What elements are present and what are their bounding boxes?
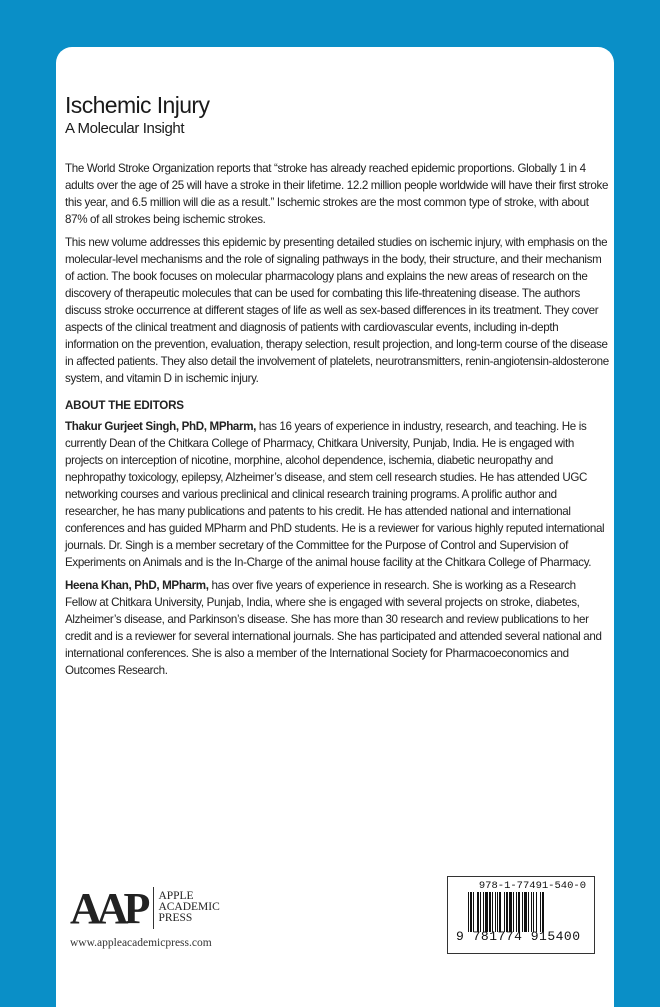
barcode-bar	[477, 892, 479, 932]
barcode-bar	[533, 892, 534, 932]
barcode-bar	[489, 892, 491, 932]
editor-bio-text: has over five years of experience in research. She is working as a Research Fellow at Chitkara University, Punjab, India, where she is engaged with several projects on stroke, diabetes, Alzheimer’s disease, and Parkinson’s disease. She has more than 30 research and review publications to her credit and is a reviewer for several international journals. She has participated and attended several national and international conferences. She is also a member of the International Society for Pharmacoeconomics and Outcomes Research.	[65, 579, 602, 677]
barcode-bar	[542, 892, 544, 932]
publisher-name	[158, 891, 219, 924]
isbn-barcode	[447, 876, 595, 954]
logo-divider	[153, 887, 154, 929]
barcode-bar	[522, 892, 523, 932]
barcode-bar	[516, 892, 517, 932]
barcode-bar	[497, 892, 498, 932]
barcode-bar	[499, 892, 501, 932]
barcode-bar	[506, 892, 508, 932]
barcode-bar	[492, 892, 493, 932]
barcode-bar	[531, 892, 532, 932]
barcode-bar	[536, 892, 537, 932]
barcode-bar	[518, 892, 520, 932]
barcode-bar	[513, 892, 514, 932]
barcode-bar	[524, 892, 527, 932]
isbn-number: 978-1-77491-540-0	[478, 880, 586, 892]
publisher-name-line: PRESS	[158, 912, 193, 924]
barcode-bar	[470, 892, 472, 932]
editor-bio-text: has 16 years of experience in industry, research, and teaching. He is currently Dean of the Chitkara College of Pharmacy, Chitkara University, Punjab, India. He is engaged with projects on interception of nicotine, morphine, alcohol dependence, ischemia, diabetic neuropathy and nephropathy toxicology, epilepsy, Alzheimer’s disease, and stem cell research studies. He has attended UGC networking courses and various preclinical and clinical research training programs. A prolific author and researcher, he has many publications and patents to his credit. He has attended national and international conferences and has guided MPharm and PhD students. He is a reviewer for various highly reputed international journals. Dr. Singh is a member secretary of the Committee for the Purpose of Control and Supervision of Experiments on Animals and is the In-Charge of the animal house facility at the Chitkara College of Pharmacy.	[65, 420, 605, 569]
book-subtitle: A Molecular Insight	[65, 120, 185, 137]
ean-number: 9 781774 915400	[456, 929, 581, 944]
aap-logo-mark: AAP	[70, 884, 146, 933]
book-title: Ischemic Injury	[65, 92, 210, 118]
barcode-bar	[509, 892, 512, 932]
barcode-bar	[483, 892, 484, 932]
back-cover-content	[65, 92, 610, 685]
barcode-bar	[480, 892, 481, 932]
publisher-logo	[70, 884, 220, 949]
editor-name: Heena Khan, PhD, MPharm,	[65, 579, 209, 592]
barcode-bar	[485, 892, 488, 932]
publisher-url: www.appleacademicpress.com	[70, 937, 212, 949]
editor-name: Thakur Gurjeet Singh, PhD, MPharm,	[65, 420, 257, 433]
editors-heading: ABOUT THE EDITORS	[65, 399, 184, 412]
barcode-bars	[468, 892, 586, 932]
barcode-bar	[504, 892, 505, 932]
barcode-bar	[473, 892, 474, 932]
description-paragraph: This new volume addresses this epidemic by presenting detailed studies on ischemic injury, with emphasis on the molecular-level mechanisms and the role of signaling pathways in the body, their structure, and their mechanism of action. The book focuses on molecular pharmacology plans and explains the new areas of research on the discovery of therapeutic molecules that can be used for combating this life-threatening disease. The authors discuss stroke occurrence at different stages of life as well as sex-based differences in its treatment. They cover aspects of the clinical treatment and diagnosis of patients with cardiovascular events, including in-depth information on the prevention, evaluation, therapy selection, result projection, and long-term course of the disease in affected patients. They also detail the involvement of platelets, neurotransmitters, renin-angiotensin-aldosterone system, and vitamin D in ischemic injury.	[65, 236, 609, 385]
barcode-bar	[468, 892, 469, 932]
publisher-name-line: APPLE	[158, 890, 194, 902]
description-paragraph: The World Stroke Organization reports that “stroke has already reached epidemic proportions. Globally 1 in 4 adults over the age of 25 will have a stroke in their lifetime. 12.2 million people worldwide will have their first stroke this year, and 6.5 million will die as a result.” Ischemic strokes are the most common type of stroke, with about 87% of all strokes being ischemic strokes.	[65, 162, 609, 226]
barcode-bar	[540, 892, 541, 932]
barcode-bar	[495, 892, 496, 932]
publisher-name-line: ACADEMIC	[158, 901, 220, 913]
barcode-bar	[528, 892, 529, 932]
editor-bio	[65, 418, 610, 571]
editor-bio	[65, 577, 610, 679]
